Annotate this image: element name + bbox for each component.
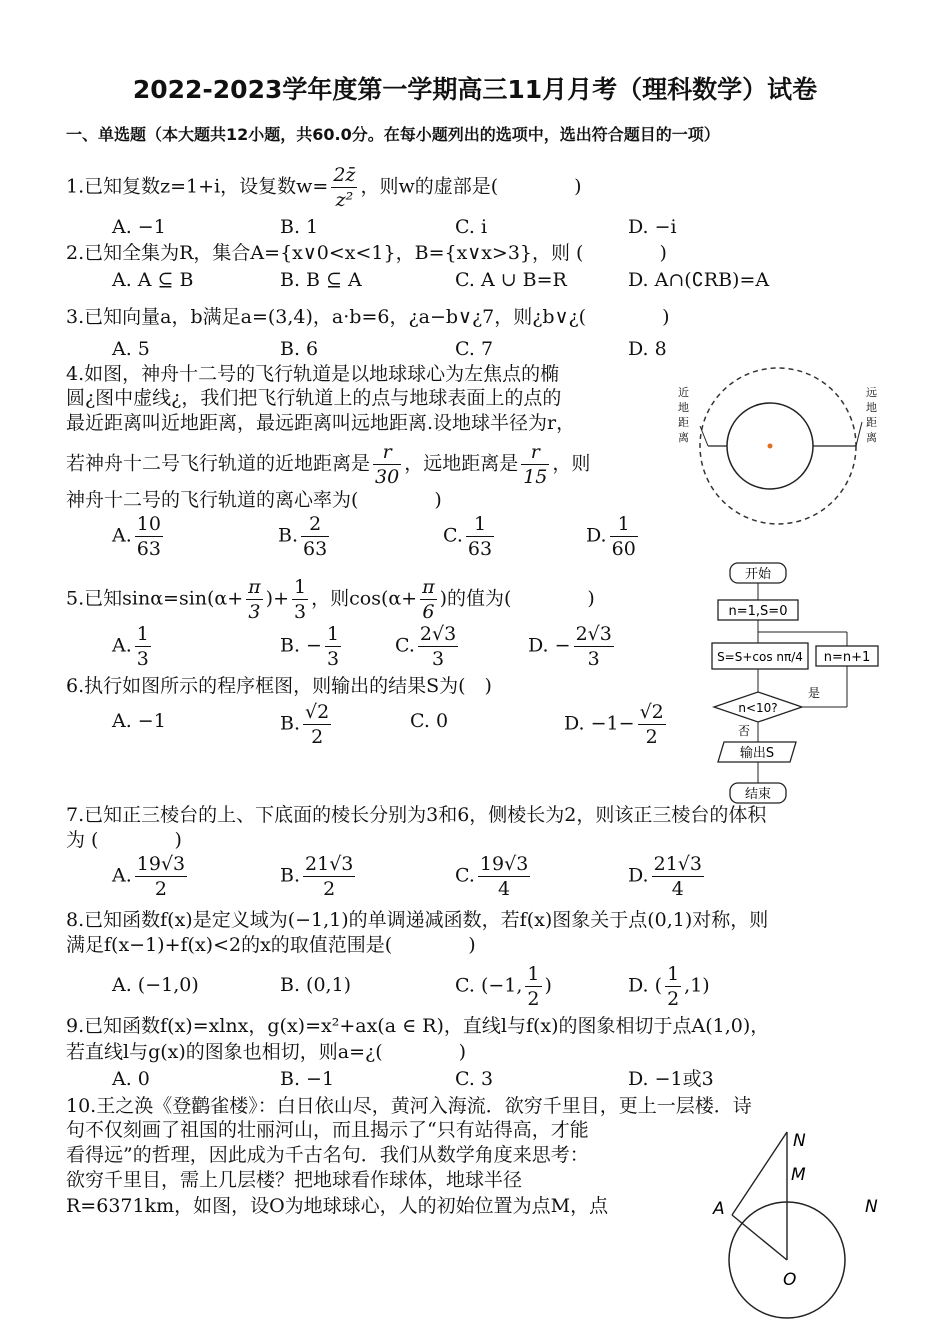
q6-option-b: B. $\frac{√2}{2}$	[280, 701, 330, 748]
q1-option-a: A. −1	[112, 216, 166, 238]
q7-option-a: A. $\frac{19√3}{2}$	[112, 853, 186, 900]
q2-option-d: D. A∩(∁RB)=A	[628, 269, 770, 291]
question-10-line5: R=6371km，如图，设O为地球球心，人的初始位置为点M，点	[66, 1195, 609, 1217]
q9-option-a: A. 0	[112, 1068, 150, 1090]
q2-option-c: C. A ∪ B=R	[455, 269, 567, 291]
fraction: $\frac{r}{15}$	[523, 441, 548, 488]
question-10-line3: 看得远”的哲理，因此成为千古名句．我们从数学角度来思考：	[66, 1144, 589, 1166]
far-distance-label: 远地距离	[866, 386, 877, 444]
q1-option-c: C. i	[455, 216, 488, 238]
question-5-stem: 5.已知sinα=sin(α+ $\frac{\pi}{3}$ )+ $\frac{1}{3}$ ，则cos(α+ $\frac{\pi}{6}$ )的值为( )	[66, 576, 595, 623]
flow-yes: 是	[808, 686, 821, 700]
point-o: O	[783, 1270, 797, 1290]
q3-option-a: A. 5	[112, 338, 150, 360]
flow-cond: n<10?	[738, 701, 778, 715]
fraction: $\frac{r}{30}$	[375, 441, 400, 488]
section-heading: 一、单选题（本大题共12小题，共60.0分。在每小题列出的选项中，选出符合题目的一项）	[66, 125, 720, 144]
question-4-line2: 圆¿图中虚线¿，我们把飞行轨道上的点与地球表面上的点的	[66, 387, 562, 409]
point-n-right: N	[865, 1197, 878, 1217]
q9-option-d: D. −1或3	[628, 1068, 714, 1090]
fraction: $\frac{2z̄}{\text{z²}}$	[333, 164, 356, 211]
q5-option-d: D. − $\frac{2√3}{3}$	[528, 623, 612, 670]
q5-option-a: A. $\frac{1}{3}$	[112, 623, 149, 670]
question-3-stem: 3.已知向量a，b满足a=(3,4)，a·b=6，¿a−b∨¿7，则¿b∨¿( )	[66, 306, 670, 328]
orbit-figure	[670, 362, 890, 532]
question-8-line2: 满足f(x−1)+f(x)<2的x的取值范围是( )	[66, 934, 476, 956]
question-10-line2: 句不仅刻画了祖国的壮丽河山，而且揭示了“只有站得高，才能	[66, 1119, 589, 1141]
point-n: N	[793, 1131, 806, 1151]
q7-option-d: D. $\frac{21√3}{4}$	[628, 853, 702, 900]
question-2-stem: 2.已知全集为R，集合A={x∨0<x<1}，B={x∨x>3}，则 ( )	[66, 242, 667, 264]
question-4-line3: 最近距离叫近地距离，最远距离叫远地距离.设地球半径为r，	[66, 412, 576, 434]
q5-option-b: B. − $\frac{1}{3}$	[280, 623, 340, 670]
question-4-line1: 4.如图，神舟十二号的飞行轨道是以地球球心为左焦点的椭	[66, 363, 560, 385]
q4-option-a: A. $\frac{10}{63}$	[112, 513, 161, 560]
near-distance-label: 近地距离	[678, 386, 689, 444]
q3-option-d: D. 8	[628, 338, 667, 360]
flow-assign: S=S+cos nπ/4	[717, 650, 803, 664]
earth-center	[768, 444, 773, 449]
point-m: M	[791, 1165, 806, 1185]
question-4-line5: 神舟十二号的飞行轨道的离心率为( )	[66, 489, 442, 511]
q3-option-b: B. 6	[280, 338, 319, 360]
q4-option-c: C. $\frac{1}{63}$	[443, 513, 493, 560]
q2-option-a: A. A ⊆ B	[112, 269, 194, 291]
question-10-line4: 欲穷千里目，需上几层楼？把地球看作球体，地球半径	[66, 1169, 523, 1191]
q3-option-c: C. 7	[455, 338, 494, 360]
q7-option-c: C. $\frac{19√3}{4}$	[455, 853, 529, 900]
q8-option-a: A. (−1,0)	[112, 974, 199, 996]
question-7-line2: 为 ( )	[66, 829, 182, 851]
flow-no: 否	[738, 724, 751, 738]
q6-option-a: A. −1	[112, 710, 166, 732]
question-8-line1: 8.已知函数f(x)是定义域为(−1,1)的单调递减函数，若f(x)图象关于点(0,1)对称，则	[66, 909, 769, 931]
q9-option-c: C. 3	[455, 1068, 494, 1090]
question-6-stem: 6.执行如图所示的程序框图，则输出的结果S为( )	[66, 675, 492, 697]
question-4-line4: 若神舟十二号飞行轨道的近地距离是 $\frac{r}{30}$ ，远地距离是 $\frac{r}{15}$ ，则	[66, 441, 591, 488]
point-a: A	[713, 1199, 725, 1219]
flow-end: 结束	[744, 787, 772, 802]
q5-option-c: C. $\frac{2√3}{3}$	[395, 623, 457, 670]
question-10-line1: 10.王之涣《登鹳雀楼》：白日依山尽，黄河入海流．欲穷千里目，更上一层楼．诗	[66, 1095, 752, 1117]
question-9-line1: 9.已知函数f(x)=xlnx，g(x)=x²+ax(a ∈ R)，直线l与f(x)的图象相切于点A(1,0)，	[66, 1015, 770, 1037]
flow-start: 开始	[744, 567, 772, 582]
question-9-line2: 若直线l与g(x)的图象也相切，则a=¿( )	[66, 1041, 467, 1063]
q1-option-d: D. −i	[628, 216, 677, 238]
q6-option-d: D. −1− $\frac{√2}{2}$	[564, 701, 664, 748]
q4-option-d: D. $\frac{1}{60}$	[586, 513, 636, 560]
q4-option-b: B. $\frac{2}{63}$	[278, 513, 328, 560]
q8-option-c: C. (−1, $\frac{1}{2}$ )	[455, 963, 552, 1010]
exam-title: 2022-2023学年度第一学期高三11月月考（理科数学）试卷	[132, 75, 818, 104]
q7-option-b: B. $\frac{21√3}{2}$	[280, 853, 354, 900]
flow-inc: n=n+1	[823, 650, 871, 665]
q6-option-c: C. 0	[410, 710, 449, 732]
q8-option-d: D. ( $\frac{1}{2}$ ,1)	[628, 963, 710, 1010]
q2-option-b: B. B ⊆ A	[280, 269, 362, 291]
question-1-stem: 1.已知复数z=1+i，设复数w= $\frac{2z̄}{\text{z²}}$ ，则w的虚部是( )	[66, 164, 582, 211]
flowchart	[700, 555, 890, 810]
q9-option-b: B. −1	[280, 1068, 335, 1090]
question-7-line1: 7.已知正三棱台的上、下底面的棱长分别为3和6，侧棱长为2，则该正三棱台的体积	[66, 804, 767, 826]
q8-option-b: B. (0,1)	[280, 974, 352, 996]
q1-option-b: B. 1	[280, 216, 319, 238]
earth-figure	[705, 1122, 895, 1337]
flow-init: n=1,S=0	[728, 604, 788, 619]
flow-out: 输出S	[739, 746, 775, 761]
